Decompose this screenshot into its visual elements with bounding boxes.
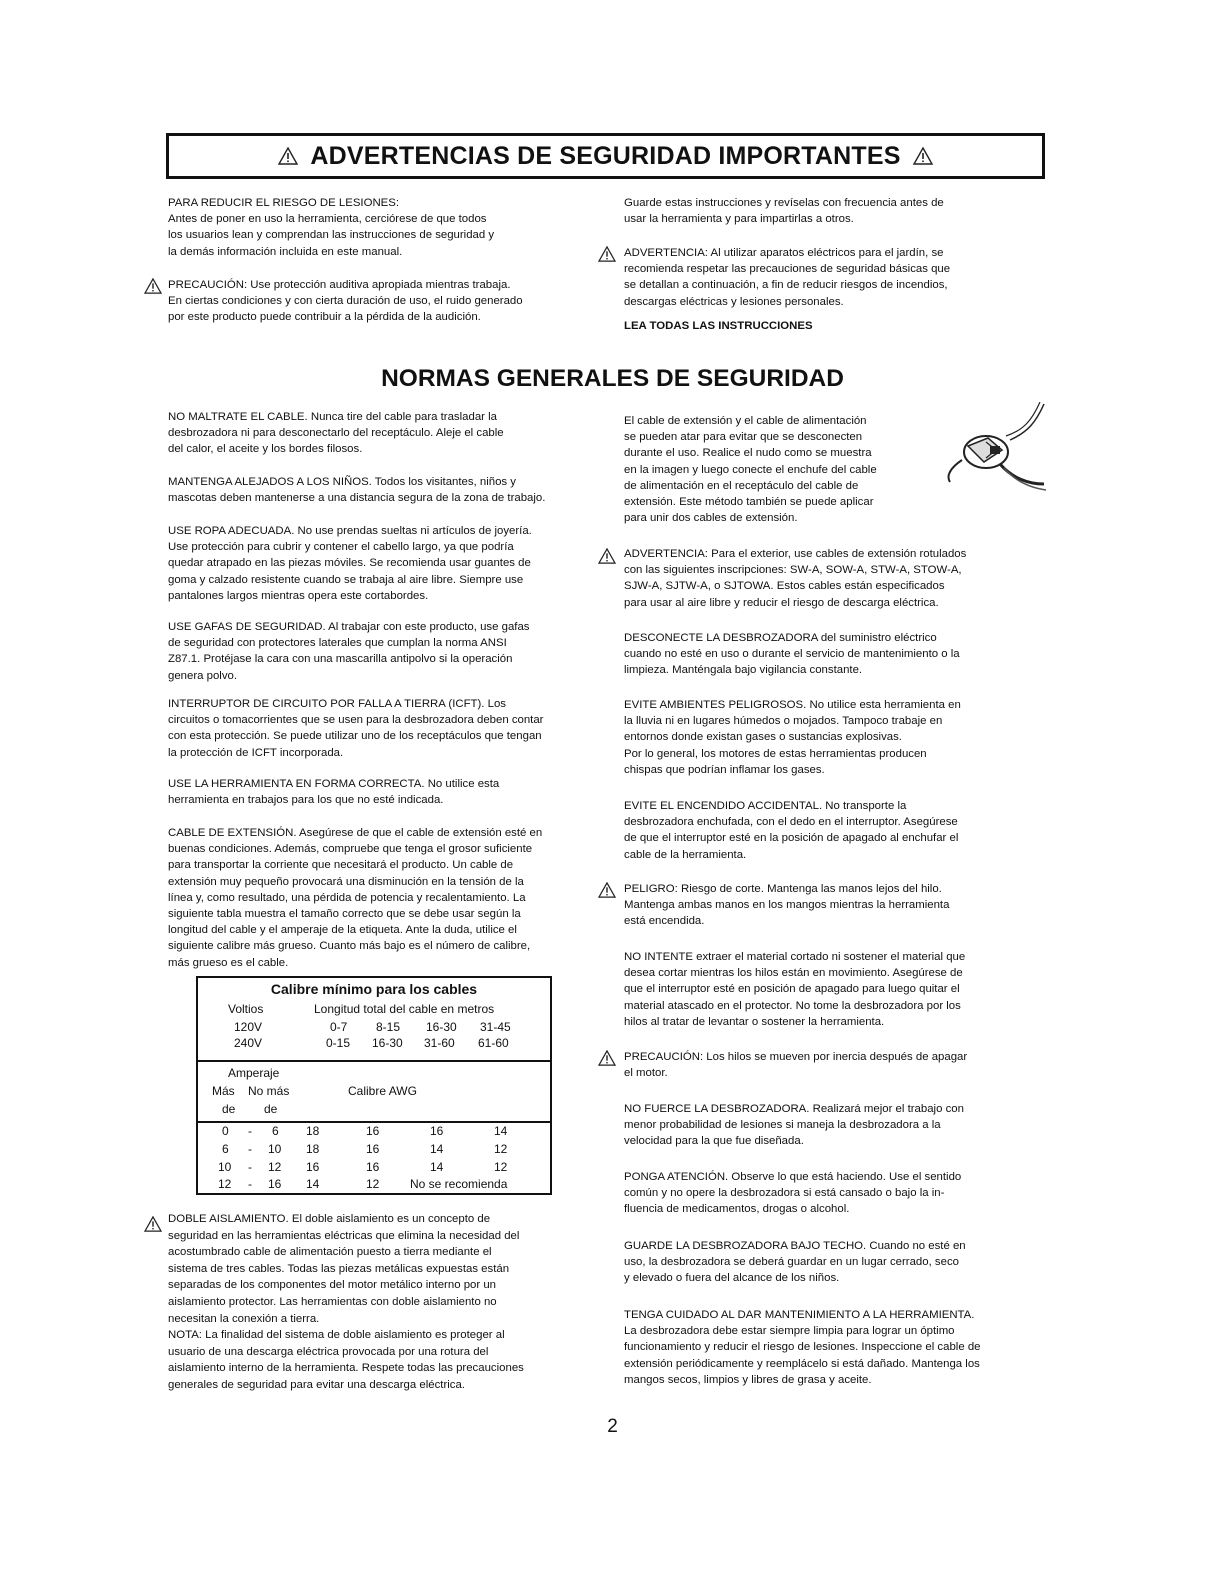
text-line: desbrozadora enchufada, con el dedo en el interruptor. Asegúrese [624,816,958,829]
garden-warning-paragraph [624,245,1044,310]
table-cell: 12 [218,1177,232,1191]
table-row [198,1084,550,1100]
de-label: de [264,1102,278,1116]
text-line: usuario de una descarga eléctrica provocada por una rotura del [168,1345,489,1358]
text-line: Mantenga ambas manos en los mangos mientras la herramienta [624,899,950,912]
table-cell: 12 [494,1160,508,1174]
text-line: común y no opere la desbrozadora si está cansado o bajo la in- [624,1187,945,1200]
text-line: goma y calzado resistente cuando se trabaja al aire libre. Siempre use [168,573,524,586]
text-line: DOBLE AISLAMIENTO. El doble aislamiento es un concepto de [168,1213,491,1225]
text-line: ADVERTENCIA: Al utilizar aparatos eléctricos para el jardín, se [624,247,944,259]
text-line: material atascado en el protector. No tome la desbrozadora por los [624,999,961,1012]
text-line: mangos secos, limpios y libres de grasa y aceite. [624,1373,872,1386]
table-divider [198,1121,550,1123]
text-line: NO MALTRATE EL CABLE. Nunca tire del cable para trasladar la [168,411,497,423]
keep-children-away-paragraph [168,474,588,506]
table-cell: 16 [430,1124,444,1138]
text-line: PONGA ATENCIÓN. Observe lo que está haciendo. Use el sentido [624,1171,962,1183]
text-line: NO FUERCE LA DESBROZADORA. Realizará mejor el trabajo con [624,1103,964,1115]
accidental-start-paragraph [624,798,1054,863]
read-all-instructions: LEA TODAS LAS INSTRUCCIONES [624,320,813,332]
correct-use-paragraph [168,776,588,808]
table-cell: 10 [218,1160,232,1174]
length-value: 16-30 [372,1036,403,1050]
outdoor-cords-warning-paragraph [624,546,1054,611]
table-cell: 14 [430,1142,444,1156]
warning-triangle-icon [598,548,616,564]
double-insulation-paragraph [168,1211,588,1394]
text-line: cable de la herramienta. [624,848,747,861]
table-cell: 16 [366,1142,380,1156]
table-cell: No se recomienda [410,1177,508,1191]
length-label: Longitud total del cable en metros [314,1002,495,1016]
text-line: EVITE AMBIENTES PELIGROSOS. No utilice esta herramienta en [624,699,961,711]
text-line: extensión muy pequeño provocará una disminución en la tensión de la [168,875,524,888]
text-line: está encendida. [624,915,705,928]
text-line: la lluvia ni en lugares húmedos o mojados. Tampoco trabaje en [624,715,943,728]
de-label: de [222,1102,236,1116]
cable-abuse-paragraph [168,409,588,458]
more-than-label: Más [212,1084,235,1098]
cut-danger-paragraph [624,881,1054,930]
text-line: entornos donde existan gases o sustancias explosivas. [624,731,902,744]
table-row [198,1020,550,1036]
banner-title: ADVERTENCIAS DE SEGURIDAD IMPORTANTES [310,141,901,170]
text-line: Por lo general, los motores de estas herramientas producen [624,747,927,760]
text-line: En ciertas condiciones y con cierta duración de uso, el ruido generado [168,295,523,308]
length-value: 61-60 [478,1036,509,1050]
section-title: NORMAS GENERALES DE SEGURIDAD [381,365,844,392]
volts-value: 240V [234,1036,263,1050]
text-line: siguiente tabla muestra el tamaño correcto que se debe usar según la [168,908,521,921]
text-line: siguiente calibre más grueso. Cuanto más bajo es el número de calibre, [168,940,531,953]
text-line: uso, la desbrozadora se deberá guardar en un lugar cerrado, seco [624,1256,959,1269]
text-line: longitud del cable y el amperaje de la etiqueta. Ante la duda, utilice el [168,924,517,937]
extension-cord-paragraph [168,825,588,971]
text-line: buenas condiciones. Además, compruebe que tenga el grosor suficiente [168,843,533,856]
table-cell: - [248,1124,252,1138]
warning-triangle-icon [278,147,298,165]
text-line: de que el interruptor esté en la posición de apagado al enchufar el [624,832,959,845]
text-line: mascotas deben mantenerse a una distancia segura de la zona de trabajo. [168,492,546,505]
volts-label: Voltios [228,1002,264,1016]
table-cell: 16 [268,1177,282,1191]
text-line: descargas eléctricas y lesiones personales. [624,295,844,308]
table-cell: 16 [366,1124,380,1138]
warning-triangle-icon [144,1216,162,1232]
gfci-paragraph [168,696,588,761]
text-line: chispas que podrían inflamar los gases. [624,763,825,776]
text-line: pantalones largos mientras opera este cortabordes. [168,589,429,602]
text-line: de seguridad con protectores laterales que cumplan la norma ANSI [168,637,507,650]
text-line: seguridad en las herramientas eléctricas que elimina la necesidad del [168,1229,520,1242]
table-cell: 10 [268,1142,282,1156]
length-value: 0-7 [330,1020,348,1034]
warning-triangle-icon [913,147,933,165]
text-line: PELIGRO: Riesgo de corte. Mantenga las manos lejos del hilo. [624,883,942,895]
table-cell: 14 [306,1177,320,1191]
text-line: Guarde estas instrucciones y revíselas con frecuencia antes de [624,197,944,209]
table-cell: 18 [306,1142,320,1156]
text-line: con esta protección. Se puede utilizar uno de los receptáculos que tengan [168,730,542,743]
volts-value: 120V [234,1020,263,1034]
text-line: La desbrozadora debe estar siempre limpia para lograr un óptimo [624,1325,955,1338]
length-value: 31-60 [424,1036,455,1050]
text-line: desea cortar mientras los hilos están en movimiento. Asegúrese de [624,967,963,980]
text-line: Use protección para cubrir y contener el cabello largo, ya que podría [168,541,514,554]
text-line: EVITE EL ENCENDIDO ACCIDENTAL. No transporte la [624,800,907,812]
text-line: aislamiento interno de la herramienta. Respete todas las precauciones [168,1362,524,1375]
text-line: que el interruptor esté en posición de apagado para luego quitar el [624,983,960,996]
text-line: sistema de tres cables. Todas las piezas metálicas expuestas están [168,1262,510,1275]
text-line: la protección de ICFT incorporada. [168,746,344,759]
keep-instructions-paragraph [624,195,1044,227]
length-value: 0-15 [326,1036,351,1050]
text-line: en la imagen y luego conecte el enchufe del cable [624,463,877,476]
text-line: de alimentación en el receptáculo del cable de [624,479,859,492]
text-line: GUARDE LA DESBROZADORA BAJO TECHO. Cuando no esté en [624,1240,966,1252]
text-line: fluencia de medicamentos, drogas o alcohol. [624,1203,850,1216]
table-cell: 6 [222,1142,229,1156]
text-line: necesitan la conexión a tierra. [168,1312,320,1325]
text-line: menor probabilidad de lesiones si maneja la desbrozadora a la [624,1119,941,1132]
table-row [198,1124,550,1140]
text-line: El cable de extensión y el cable de alimentación [624,415,867,427]
proper-clothing-paragraph [168,523,588,604]
amperage-label: Amperaje [228,1066,280,1080]
table-cell: 18 [306,1124,320,1138]
text-line: INTERRUPTOR DE CIRCUITO POR FALLA A TIERRA (ICFT). Los [168,698,506,710]
text-line: y elevado o fuera del alcance de los niños. [624,1272,840,1285]
text-line: MANTENGA ALEJADOS A LOS NIÑOS. Todos los visitantes, niños y [168,476,516,488]
table-cell: 14 [430,1160,444,1174]
text-line: recomienda respetar las precauciones de seguridad básicas que [624,263,951,276]
text-line: del calor, el aceite y los bordes filosos. [168,443,363,456]
table-row [198,1066,550,1082]
do-not-force-paragraph [624,1101,1054,1150]
text-line: quedar atrapado en las piezas móviles. Se recomienda usar guantes de [168,557,531,570]
cord-knot-illustration [940,402,1048,494]
length-value: 31-45 [480,1020,511,1034]
text-line: extensión. Este método también se puede aplicar [624,496,874,509]
table-cell: 16 [306,1160,320,1174]
text-line: generales de seguridad para evitar una descarga eléctrica. [168,1378,465,1391]
text-line: herramienta en trabajos para los que no esté indicada. [168,794,444,807]
table-cell: 12 [366,1177,380,1191]
reduce-risk-paragraph [168,195,588,260]
table-row [198,1177,550,1193]
text-line: USE LA HERRAMIENTA EN FORMA CORRECTA. No utilice esta [168,778,500,790]
text-line: extensión periódicamente y reemplácelo si está dañado. Mantenga los [624,1357,980,1370]
cord-knot-paragraph [624,413,944,526]
text-line: ADVERTENCIA: Para el exterior, use cables de extensión rotulados [624,548,967,560]
table-cell: 0 [222,1124,229,1138]
text-line: se detallan a continuación, a fin de reducir riesgos de incendios, [624,279,948,292]
warning-triangle-icon [598,882,616,898]
maintenance-paragraph [624,1307,1054,1388]
table-cell: - [248,1142,252,1156]
pay-attention-paragraph [624,1169,1054,1218]
text-line: desbrozadora ni para desconectarlo del receptáculo. Aleje el cable [168,427,504,440]
hearing-caution-paragraph [168,277,598,326]
text-line: línea y, como resultado, una pérdida de potencia y recalentamiento. La [168,891,526,904]
table-header-row [198,1002,550,1018]
table-row [198,1036,550,1052]
table-title: Calibre mínimo para los cables [270,981,478,997]
inertia-caution-paragraph [624,1049,1054,1081]
text-line: Z87.1. Protéjase la cara con una mascarilla antipolvo si la operación [168,653,513,666]
text-line: acostumbrado cable de alimentación puesto a tierra mediante el [168,1246,492,1259]
text-line: limpieza. Manténgala bajo vigilancia constante. [624,664,863,677]
dangerous-environments-paragraph [624,697,1054,778]
store-indoors-paragraph [624,1238,1054,1287]
warning-triangle-icon [598,1050,616,1066]
text-line: la demás información incluida en este manual. [168,245,403,258]
text-line: TENGA CUIDADO AL DAR MANTENIMIENTO A LA HERRAMIENTA. [624,1309,975,1321]
text-line: hilos al tratar de levantar o sostener la herramienta. [624,1015,885,1028]
table-cell: 12 [268,1160,282,1174]
text-line: USE ROPA ADECUADA. No use prendas sueltas ni artículos de joyería. [168,525,532,537]
text-line: PARA REDUCIR EL RIESGO DE LESIONES: [168,197,400,209]
text-line: para unir dos cables de extensión. [624,512,798,525]
text-line: con las siguientes inscripciones: SW-A, SOW-A, STW-A, STOW-A, [624,564,962,577]
warnings-banner [166,133,1045,179]
text-line: velocidad para la que fue diseñada. [624,1135,804,1148]
text-line: genera polvo. [168,669,238,682]
text-line: para usar al aire libre y reducir el riesgo de descarga eléctrica. [624,596,939,609]
no-more-than-label: No más [248,1084,290,1098]
disconnect-paragraph [624,630,1054,679]
length-value: 8-15 [376,1020,401,1034]
text-line: separadas de los componentes del motor metálico interno por un [168,1279,496,1292]
table-cell: 16 [366,1160,380,1174]
page-number: 2 [607,1416,618,1437]
text-line: CABLE DE EXTENSIÓN. Asegúrese de que el cable de extensión esté en [168,827,543,839]
table-cell: - [248,1177,252,1191]
text-line: USE GAFAS DE SEGURIDAD. Al trabajar con este producto, use gafas [168,621,530,633]
text-line: circuitos o tomacorrientes que se usen para la desbrozadora deben contar [168,714,544,727]
table-cell: 12 [494,1142,508,1156]
text-line: NOTA: La finalidad del sistema de doble aislamiento es proteger al [168,1329,505,1342]
text-line: para transportar la corriente que necesitará el producto. Un cable de [168,859,514,872]
text-line: cuando no esté en uso o durante el servicio de mantenimiento o la [624,648,960,661]
text-line: más grueso es el cable. [168,956,289,969]
text-line: aislamiento protector. Las herramientas con doble aislamiento no [168,1295,497,1308]
table-divider [198,1060,550,1062]
table-row [198,1142,550,1158]
text-line: funcionamiento y reducir el riesgo de lesiones. Inspeccione el cable de [624,1341,981,1354]
table-cell: 14 [494,1124,508,1138]
text-line: DESCONECTE LA DESBROZADORA del suministro eléctrico [624,632,937,644]
text-line: se pueden atar para evitar que se desconecten [624,431,863,444]
warning-triangle-icon [598,246,616,262]
table-row [198,1102,550,1118]
text-line: durante el uso. Realice el nudo como se muestra [624,447,872,460]
text-line: por este producto puede contribuir a la pérdida de la audición. [168,311,481,324]
text-line: los usuarios lean y comprendan las instrucciones de seguridad y [168,229,495,242]
text-line: NO INTENTE extraer el material cortado ni sostener el material que [624,951,966,963]
text-line: Antes de poner en uso la herramienta, cerciórese de que todos [168,213,487,226]
cable-gauge-table [196,976,552,1195]
text-line: usar la herramienta y para impartirlas a otros. [624,213,854,226]
text-line: PRECAUCIÓN: Los hilos se mueven por inercia después de apagar [624,1051,968,1063]
table-cell: 6 [272,1124,279,1138]
do-not-attempt-paragraph [624,949,1054,1030]
length-value: 16-30 [426,1020,457,1034]
text-line: PRECAUCIÓN: Use protección auditiva apropiada mientras trabaja. [168,279,511,291]
warning-triangle-icon [144,278,162,294]
awg-label: Calibre AWG [348,1084,417,1098]
table-row [198,1160,550,1176]
text-line: SJW-A, SJTW-A, o SJTOWA. Estos cables están especificados [624,580,945,593]
text-line: el motor. [624,1067,668,1080]
table-cell: - [248,1160,252,1174]
safety-glasses-paragraph [168,619,588,684]
